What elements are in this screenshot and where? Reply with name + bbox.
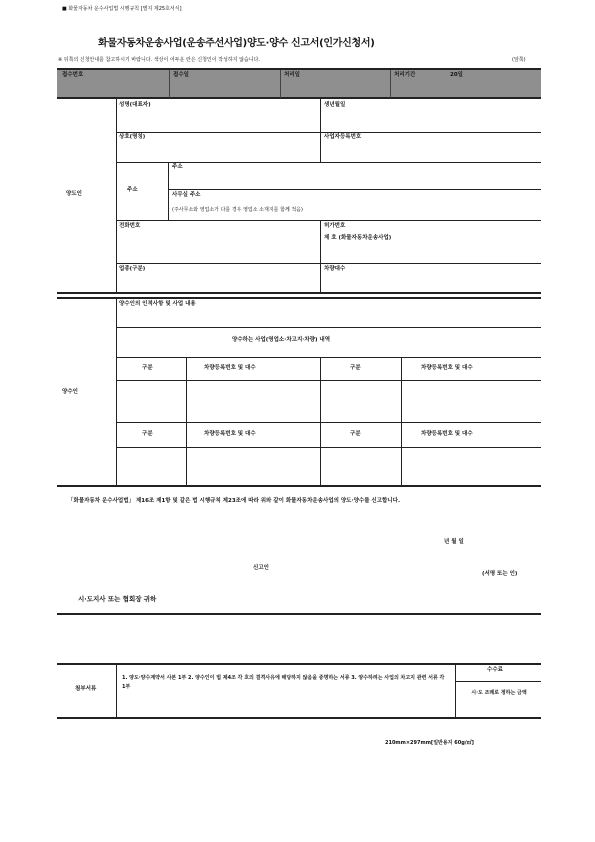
rule xyxy=(116,357,541,358)
rule xyxy=(320,99,321,162)
sign-note: (서명 또는 인) xyxy=(482,571,518,577)
paper-spec-footer: 210mm×297mm[일반용지 60g/㎡] xyxy=(385,740,474,746)
transferor-address-note: (주사무소와 영업소가 다를 경우 영업소 소재지를 함께 적음) xyxy=(172,207,303,213)
declaration-statement: 「화물자동차 운수사업법」 제16조 제1항 및 같은 법 시행규칙 제23조에 따라 위와 같이 화물자동차운송사업의 양도·양수를 신고합니다. xyxy=(68,498,401,504)
rule xyxy=(320,220,321,293)
transferor-type-label: 업종(구분) xyxy=(119,266,146,272)
rule xyxy=(455,681,541,682)
rule xyxy=(57,68,541,70)
attachments-text: 1. 양도·양수계약서 사본 1부 2. 양수인이 법 제4조 각 호의 결격사유에 해당하지 않음을 증명하는 서류 3. 양수하려는 사업의 차고지 관련 서류 각 1부 xyxy=(122,675,445,690)
form-subtitle: ※ 뒤쪽의 신청안내를 참고하시기 바랍니다. 색상이 어두운 란은 신청인이 작성하지 않습니다. xyxy=(58,57,260,63)
period-label: 처리기간 xyxy=(394,72,416,78)
rule xyxy=(116,132,541,133)
rule xyxy=(116,447,541,448)
rule xyxy=(168,189,541,190)
rule xyxy=(116,422,541,423)
recipient: 시·도지사 또는 협회장 귀하 xyxy=(78,595,157,603)
vehicle-table-header-regno: 차량등록번호 및 대수 xyxy=(421,365,473,371)
rule xyxy=(57,97,541,99)
page-indicator: (앞쪽) xyxy=(512,57,526,63)
declaration-date: 년 월 일 xyxy=(444,539,464,545)
rule xyxy=(320,357,321,485)
rule xyxy=(169,70,170,98)
transferor-bizno-label: 사업자등록번호 xyxy=(324,134,362,140)
transferor-vehicles-label: 차량대수 xyxy=(324,266,346,272)
transferee-table-caption: 양수하는 사업(영업소·차고지·차량) 내역 xyxy=(232,337,331,343)
rule xyxy=(116,380,541,381)
rule xyxy=(57,663,541,665)
result-date-label: 처리일 xyxy=(284,72,300,78)
transferor-address-group-label: 주소 xyxy=(127,187,138,193)
receipt-no-label: 접수번호 xyxy=(62,72,84,78)
rule xyxy=(116,327,541,328)
form-title: 화물자동차운송사업(운송주선사업)양도·양수 신고서(인가신청서) xyxy=(98,38,375,49)
rule xyxy=(116,162,541,163)
vehicle-table-header-type: 구분 xyxy=(142,431,153,437)
transferor-section-label: 양도인 xyxy=(66,191,82,197)
transferor-permit-value: 제 호 (화물자동차운송사업) xyxy=(324,235,392,241)
rule xyxy=(186,357,187,485)
fee-text: 시·도 조례로 정하는 금액 xyxy=(471,690,527,696)
rule xyxy=(116,220,541,221)
rule xyxy=(57,717,541,719)
rule xyxy=(57,485,541,487)
transferee-info-label: 양수인의 인적사항 및 사업 내용 xyxy=(119,301,196,307)
rule xyxy=(116,263,541,264)
transferor-address-label: 주소 xyxy=(172,164,183,170)
transferor-company-label: 상호(명칭) xyxy=(119,134,146,140)
vehicle-table-header-regno: 차량등록번호 및 대수 xyxy=(421,431,473,437)
rule xyxy=(116,665,117,717)
vehicle-table-header-regno: 차량등록번호 및 대수 xyxy=(204,431,256,437)
rule xyxy=(57,613,541,615)
rule xyxy=(57,292,541,294)
transferee-section-label: 양수인 xyxy=(62,389,78,395)
attachments-label: 첨부서류 xyxy=(75,686,97,692)
rule xyxy=(57,297,541,299)
vehicle-table-header-type: 구분 xyxy=(142,365,153,371)
vehicle-table-header-type: 구분 xyxy=(350,365,361,371)
rule xyxy=(390,70,391,98)
rule xyxy=(280,70,281,98)
transferor-birth-label: 생년월일 xyxy=(324,102,346,108)
fee-label: 수수료 xyxy=(487,667,503,673)
vehicle-table-header-type: 구분 xyxy=(350,431,361,437)
transferor-permit-label: 허가번호 xyxy=(324,223,346,229)
signer-label: 신고인 xyxy=(253,565,269,571)
transferor-name-label: 성명(대표자) xyxy=(119,102,151,108)
rule xyxy=(401,357,402,485)
transferor-phone-label: 전화번호 xyxy=(119,223,141,229)
rule xyxy=(455,665,456,717)
rule xyxy=(168,162,169,220)
form-top-note: ■ 화물자동차 운수사업법 시행규칙 [별지 제25호서식] xyxy=(62,6,182,12)
transferor-office-label: 사무실 주소 xyxy=(172,192,201,198)
vehicle-table-header-regno: 차량등록번호 및 대수 xyxy=(204,365,256,371)
receipt-date-label: 접수일 xyxy=(173,72,189,78)
period-value: 20일 xyxy=(450,72,463,78)
